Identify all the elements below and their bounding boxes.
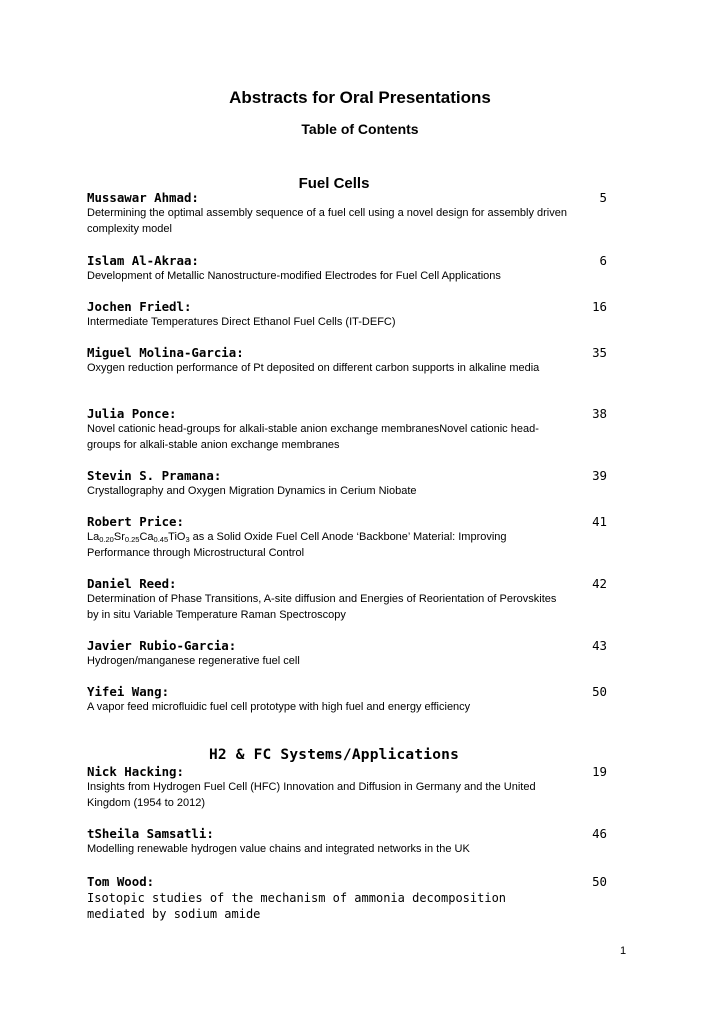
entry-abstract: Isotopic studies of the mechanism of ammonia decomposition mediated by sodium amide <box>87 891 507 921</box>
entry-author: Daniel Reed: <box>87 576 177 591</box>
entry-page-number: 5 <box>599 190 607 205</box>
toc-entry <box>87 345 607 377</box>
toc-entry <box>87 190 607 237</box>
entry-page-number: 16 <box>592 299 607 314</box>
entry-page-number: 41 <box>592 514 607 529</box>
entry-page-number: 38 <box>592 406 607 421</box>
entry-author: Robert Price: <box>87 514 184 529</box>
entry-page-number: 43 <box>592 638 607 653</box>
entry-abstract: Development of Metallic Nanostructure-modified Electrodes for Fuel Cell Applications <box>87 270 501 282</box>
entry-page-number: 19 <box>592 764 607 779</box>
entry-abstract: Hydrogen/manganese regenerative fuel cell <box>87 655 300 667</box>
entry-page-number: 50 <box>592 874 607 889</box>
toc-entry <box>87 299 607 331</box>
entry-author: Miguel Molina-Garcia: <box>87 345 244 360</box>
entry-author: Yifei Wang: <box>87 684 170 699</box>
entry-author: Nick Hacking: <box>87 764 184 779</box>
section-heading-h2-fc-systems: H2 & FC Systems/Applications <box>208 747 460 763</box>
entry-abstract: A vapor feed microfluidic fuel cell prototype with high fuel and energy efficiency <box>87 701 471 713</box>
entry-page-number: 42 <box>592 576 607 591</box>
page-subtitle: Table of Contents <box>301 121 419 137</box>
entry-abstract: Insights from Hydrogen Fuel Cell (HFC) Innovation and Diffusion in Germany and the United Kingdom (1954 to 2012) <box>87 781 536 809</box>
entry-abstract: Crystallography and Oxygen Migration Dynamics in Cerium Niobate <box>87 485 417 497</box>
entry-page-number: 50 <box>592 684 607 699</box>
entry-author: Jochen Friedl: <box>87 299 192 314</box>
toc-entry <box>87 638 607 670</box>
page-title: Abstracts for Oral Presentations <box>229 88 491 107</box>
entry-abstract: Modelling renewable hydrogen value chains and integrated networks in the UK <box>87 843 470 855</box>
entry-abstract: $La_{0.20}Sr_{0.25}Ca_{0.45}TiO_3$ as a Solid Oxide Fuel Cell Anode ‘Backbone’ Material: Improving Performance through Microstructural Control <box>87 531 507 559</box>
toc-entry <box>87 514 607 561</box>
entry-page-number: 6 <box>599 253 607 268</box>
entry-page-number: 35 <box>592 345 607 360</box>
entry-abstract: Determining the optimal assembly sequence of a fuel cell using a novel design for assembly driven complexity model <box>87 207 567 235</box>
entry-author: Mussawar Ahmad: <box>87 190 199 205</box>
entry-page-number: 39 <box>592 468 607 483</box>
toc-entry <box>87 874 607 922</box>
toc-entry <box>87 253 607 285</box>
toc-entry <box>87 684 607 716</box>
entry-author: tSheila Samsatli: <box>87 826 214 841</box>
toc-entry <box>87 468 607 500</box>
entry-author: Javier Rubio-Garcia: <box>87 638 237 653</box>
entry-author: Islam Al-Akraa: <box>87 253 199 268</box>
footer-page-number: 1 <box>620 945 627 957</box>
toc-entry <box>87 826 607 858</box>
entry-author: Julia Ponce: <box>87 406 177 421</box>
entry-page-number: 46 <box>592 826 607 841</box>
entry-abstract: Oxygen reduction performance of Pt deposited on different carbon supports in alkaline media <box>87 362 540 374</box>
entry-abstract: Determination of Phase Transitions, A-site diffusion and Energies of Reorientation of Perovskites by in situ Variable Temperature Raman Spectroscopy <box>87 593 557 621</box>
toc-entry <box>87 764 607 811</box>
entry-author: Tom Wood: <box>87 874 155 889</box>
entry-abstract: Novel cationic head-groups for alkali-stable anion exchange membranesNovel cationic head-groups for alkali-stable anion exchange membranes <box>87 423 539 451</box>
entry-abstract: Intermediate Temperatures Direct Ethanol Fuel Cells (IT-DEFC) <box>87 316 396 328</box>
section-heading-fuel-cells: Fuel Cells <box>298 175 370 192</box>
toc-entry <box>87 406 607 453</box>
toc-entry <box>87 576 607 623</box>
entry-author: Stevin S. Pramana: <box>87 468 222 483</box>
